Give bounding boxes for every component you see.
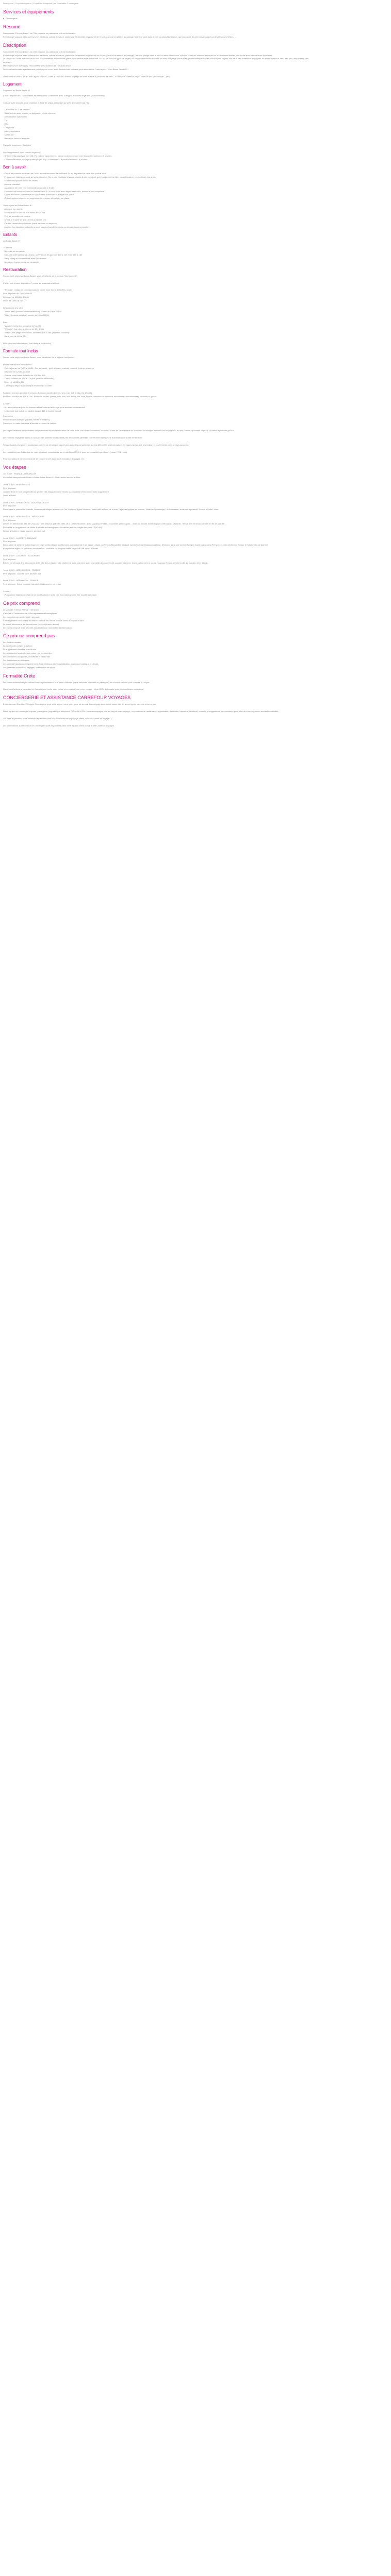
- formalite-section: [3, 673, 313, 692]
- logement-title: Logement: [3, 81, 22, 87]
- services-item-label: Conciergerie: [6, 16, 18, 20]
- ne-comprend-text: Les frais de dossier. La taxe locale à régler sur place. Le supplément chambre individuelle. Les excursions facultatives et extras non mentionnés. Les pourboires aux guides, chauffeurs et personnel. Les assurances multirisques. Les garanties assistance rapatriement, frais médicaux et d'hospitalisation, assistance juridique et pénale. Les garanties annulation, bagages, interruption de séjour.: [3, 641, 99, 669]
- resume-section: [3, 24, 313, 39]
- vos-etapes-title: Vos étapes: [3, 465, 26, 470]
- conciergerie-section: [3, 694, 313, 727]
- enfants-text: au Bahia Beach 5*: · Kit bébé · Berceau sur demande · Mini-club international (4-12 ans) : ouvert tous les jours de 10h à 14h et de 16h à 18h · Baby-sitting sur demande et avec supplément · Nouveaux équipements sur demande: [3, 239, 83, 263]
- comprend-title: Ce prix comprend: [3, 600, 40, 606]
- bon-savoir-section: [3, 164, 313, 229]
- tout-inclus-section: [3, 348, 313, 413]
- formalite-title: Formalité Crète: [3, 673, 36, 679]
- ne-comprend-section: [3, 633, 313, 669]
- formalite-text: Les ressortissants français doivent être en possession d'une pièce d'identité (carte nationale d'identité ou passeport) en cours de validité pour la durée du séjour. Nous vous invitons à consulter les formalités de sortie et de police nécessaires pour votre voyage : https://XXX.diplomatie.gouv.fr/conseils-aux-voyageurs/: [3, 681, 150, 691]
- comprend-section: [3, 600, 313, 630]
- page-content: [0, 0, 316, 728]
- breadcrumb[interactable]: Description | Ce prix comprend | Ce prix ne comprend pas Formalités Conciergerie: [3, 2, 79, 5]
- vos-etapes-text: 1er JOUR : FRANCE - HÉRAKLION Accueil et transport en transfert à l'hôtel Bahia Beach 5*. Dîner selon heure d'arrivée. 2ème JOUR : HÉRONISSOS Petit déjeuner. Journée libre en tout compris afin de profiter des installations de l'hôtel, ou possibilité d'excursions avec supplément. Dîner à l'hôtel. 3ème JOUR : SPINALONGA - AGIOS NIKOLAOS Petit déjeuner. Route vers le plateau du Lassithi, hameaux et villages typiques de l'île. Arrivée à Agios Nikolaos, petite ville au bord de la mer. Déjeuner typique en taverne. Visite de Spinalonga, l'île-forteresse, ancienne léproserie. Retour à l'hôtel, dîner. 4ème JOUR : HÉRONISSOS - HÉRAKLION Petit déjeuner. Départ en direction du site de Cnossos, l'une des plus grandes cités de la Crète minoenne, avec sa palais vénitien, ses ruelles pittoresques... Visite du Musée archéologique d'Héraklion. Déjeuner. Temps libre et retour à l'hôtel en fin de journée. Possibilité en supplément de visiter le musée archéologique à Héraklion (entrée à régler sur place : 12€ UK). Retour à l'hôtel en fin de journée, dîner et nuit. 5ème JOUR : LA CRÈTE SAUVAGE Petit déjeuner. Découverte de la Crète authentique avec ses petits villages traditionnels, son artisanat et sa nature unique. Arrivée au Monastère d'Arkadi, symbole de la résistance crétoise. Déjeuner dans une taverne typique. Continuation vers Réthymnon, ville vénitienne. Retour à l'hôtel en fin de journée. En option et régler sur place en vue du retour : croisière sur les plus belles plages de l'île. Dîner à l'hôtel. 6ème JOUR : LA CANÉE / AGOURNES Petit déjeuner. Départ vers l'ouest à la découverte de la ville de La Canée, ville vénitienne avec son vieux port, ses ruelles et son marché couvert. Déjeuner. Continuation vers le lac de Kournas. Retour à l'hôtel en fin de journée, dîner et nuit. 7ème JOUR : HÉRONISSOS - FRANCE Petit déjeuner. Journée libre, dîner et nuit. 8ème JOUR : HÉRAKLION - FRANCE Petit déjeuner. Selon horaires, transfert à l'aéroport et vol retour. A noter : · Programme établi sous réserve de modifications, l'ordre des excursions pourra être modifié sur place.: [3, 472, 269, 597]
- comprend-text: Le vol aller et retour France / Héraklion. L'accueil et l'assistance de notre représentant francophone. Les transferts aéroport / hôtel / aéroport. L'hébergement en chambre double en formule tout inclus pour la durée du séjour choisie. Le circuit découverte de 4 excursions (avec déjeuners inclus). Les taxes aéroport et de sécurité (modifiables au moment de la réservation).: [3, 608, 85, 629]
- formalites-intro-text: Formalités Ressortissants français (adultes, bébés et enfants) : Passeport ou carte nationale d'identité en cours de validité. Les règles relatives aux formalités ont pu évoluer depuis l'élaboration de cette fiche. Pour les informations, consultez le site de l'ambassade ou consultez la rubrique "conseils aux voyageurs" du site France Diplomatie https://XXXXwww.diplomatie.gouv.fr/ Les mineurs voyageant seuls ou sans un des parents ne disposant pas de l'autorité parentale doivent être munis d'une autorisation de sortie de territoire. Ressortissants d'origine et binationaux doivent se renseigner auprès des autorités compétentes sur les différentes réglementations en vigueur avant leur réservation et pour l'entrée dans le pays concerné. Les modalités pour l'obtention de votre visa sont consultables sur le site https://XXX.fr pour les modalités spécifiques (visas : 75 €... etc). Pour tout séjour il est recommandé de souscrire une assurance annulation, bagages, etc.: [3, 415, 235, 461]
- conciergerie-text: En choisissant Carrefour Voyages Conciergerie pour votre séjour, vous optez pour un service d'accompagnement ciblé aussi bien en amont qu'en cours de votre séjour. Notre équipe de concierges, experts, prestigieux, joignable par téléphone 7j/7 de 8h à 22h, vous accompagne tout au long de votre voyage : réservations de restaurants, organisation d'activités, transferts, billetterie, conseils et suggestions personnalisés pour faire de votre séjour un moment inoubliable. Via notre application, vous retrouvez également tous vos documents de voyage (e-billets, voucher, carnet de voyage...). Les informations sur le service de conciergerie sont disponibles dans votre espace client ou sur le site Carrefour Voyages.: [3, 703, 279, 727]
- ne-comprend-title: Ce prix ne comprend pas: [3, 633, 55, 639]
- services-list: [3, 17, 313, 21]
- description-title: Description: [3, 42, 27, 48]
- restauration-title: Restauration: [3, 267, 27, 272]
- conciergerie-title: CONCIERGERIE ET ASSISTANCE CARREFOUR VOYAGES: [3, 695, 131, 701]
- restauration-section: [3, 267, 313, 346]
- bullet-icon: [3, 18, 4, 19]
- restauration-text: Durant votre séjour au Bahia Beach, vous bénéficiez de la formule "tout compris". L'hôtel met à votre disposition 7 points de restauration et bars : · "Pergola", restaurant principal (cuisine locale sous forme de buffet), ouvert : Petit déjeuner de 7h00 à 10h30 Déjeuner de 12h30 à 14h30 Dîner de 18h30 à 21h Restaurants à la carte : · "Olive Tree" (cuisine Méditerranéenne), ouvert de 19h à 21h30 · "Orion" (cuisine créative), ouvert de 19h à 22h30 Bars : · "Antabe", lobby bar, ouvert de 17h à 00h · "Vittadini", bar piscine, ouvert de 10h à 18h · "Oasis", bar plage avec snack, ouvert de 10h à 18h (de mai à octobre) · Bar à vins de 19h à 23h Pour plus des informations, voir rubrique "tout inclus".: [3, 274, 78, 345]
- resume-title: Résumé: [3, 24, 21, 29]
- services-title: Services et équipements: [3, 9, 54, 14]
- services-section: [3, 9, 313, 21]
- formalites-intro-section: [3, 415, 313, 461]
- bon-savoir-text: · Circuit découverte au départ de l'hôtel au mot bienvenu Bahia Beach 5*, en dégustant la carte d'un produit local. · Programme établi pour vous arriver à découvrir l'île et une multitude d'autres choses à voir en séjour, qui vous permet de bien vous ressourcer les meilleurs moments. · Guide francophone durant les visites. · Autocar climatisé. · Assistance de notre représentant francophone à l'hôtel. · Formule tout inclus au Stand le Bahia Beach 5*. 4 excursions avec déjeuners inclus, boissons non comprises. · Option excursion à l'extérieur en supplément à réserver et à régler sur place. · Options extra à réserver en supplément à réserver et à régler sur place. Votre séjour au Bahia Beach 5* : · Animaux non admis. · Accès de bus à 400 m, bus toutes les 30 mn · Prêt de serviettes de piscine · Check-in à partir de 14h, check-out avant 12h. · Caution demandée à l'arrivée (carte bancaire ou espèces) · A noter : les transferts collectifs se sont pas des transferts privés, au départ du votre transfert.: [3, 172, 156, 228]
- resume-text: Surnommée "l'île aux Dieux", la C'ille possède un patrimoine culturel indéniable. En mélange toujours intact la ferveur et traditions, culture et nature, plaines de l'ensemble physique et de l'esprit, joies de la table et du partage. Que l'on ploie dans le mer ou dans l'Ambiance, que l'on ouvre les chemins escarpés ou les terrasses fertiles, ...: [3, 31, 237, 38]
- bon-savoir-title: Bon à savoir: [3, 165, 26, 170]
- services-item: [3, 17, 313, 21]
- description-text: Surnommée "l'île aux Dieux", la C'ille possède un patrimoine culturel indéniable. En mélange toujours intact la ferveur et traditions, culture et nature, plaines de l'ensemble physique et de l'esprit, joies de la table et du partage. Que l'on plonge dans la mer ou dans l'Ambiance, que l'on ouvre les chemins escarpés ou les terrasses fertiles, elle invite avec bienveillance la détente. Le Lodge de Créole associe l'art et tous les ornements de l'artisanat grâce à leur beauté et leur diversité. On trouve tous les types de pages, de longues étendues de sable fin avec à la plage pointe rose, promenades de roches volcaniques, lagons aux eaux bleu émeraude engagées, de sable fin et noir, lieux très peu, des rizières, des toukhes... Merveilleuses et mythiques, rencontrées avec charmes de l'île aux Dieux ! Un circuit découverte spécialement préparé pour vous, avec 4 excursions incluses pour découvrir la Crète depuis l'hôtel Bahia Beach 5* ! Votre hôtel se situe à 1h du site Lagoon d'Ubud... hôtel à 1h30 de Lombok, la plage de villes et situé à proximité de Baie... Si vous avez aimé la plage, c'est l'île des plus adapté... (etc): [3, 50, 309, 78]
- enfants-title: Enfants: [3, 232, 18, 237]
- logement-text: L'hôtel dispose de 175 chambres réparties dans 4 bâtiments avec 3 étages, entourés de jardins (2 ascenseurs). Chaque suite propose, pour chambre et salle de séjour, un design au style de mobilier (25 m²) : · 1 lit double ou 2 lits simples · Salle de bain avec douche ou baignoire, sèche-cheveux · Climatisation individuelle · TV · Wi-fi · Téléphone · Mini-réfrigérateur · Coffre-fort · Balcon ou terrasse équipée Capacité maximum : 3 adultes Avec supplément, vous pouvez loger en : · Chambre standard vue mer (25 m²) : même équipements, balcon ou terrasse vue mer. Capacité maximum : 3 adultes. · Chambre familiale à usage quadruple (45 m²) : 2 chambres. Capacité maximum : 4 adultes.: [3, 94, 112, 161]
- enfants-section: [3, 232, 313, 264]
- tout-inclus-text: Durant votre séjour au Bahia Beach, vous bénéficiez de la formule tout inclus : Repas inclus sous forme buffet : · Petit déjeuner de 7h00 à 10h30 : Sur demande : petit déjeuner matinal, possible fruits en chambre · Déjeuner de 12h30 à 14h30 · Snacks sous forme de buffet de 12h30 à 17h · Thé et collation de 16h à 17h (thé, gâteaux et biscuits) · Dîner de 18h30 à 21h · 1 dîner par séjour dans chaque restaurant à la carte Boissons incluses pendant les repas : Boissons locales (bières, vins, eau, soft drinks, thé et café) Boissons incluses de 10h à 23h : Boissons locales (bières, vins, eau, soft drinks, thé, café, liqueur, sélection de boissons alcoolisées internationales), cocktails et glaces. A noter : · Un tenue décente pour les femmes et les hommes est exigé pour accéder au restaurant. · Le formule tout inclus est valable jusqu'à 12h le jour de départ.: [3, 355, 157, 412]
- logement-intro: Logement au Bahia Beach 5*: [3, 89, 30, 92]
- logement-section: [3, 81, 313, 162]
- vos-etapes-section: [3, 464, 313, 597]
- tout-inclus-title: Formule tout inclus: [3, 348, 38, 353]
- description-section: [3, 42, 313, 79]
